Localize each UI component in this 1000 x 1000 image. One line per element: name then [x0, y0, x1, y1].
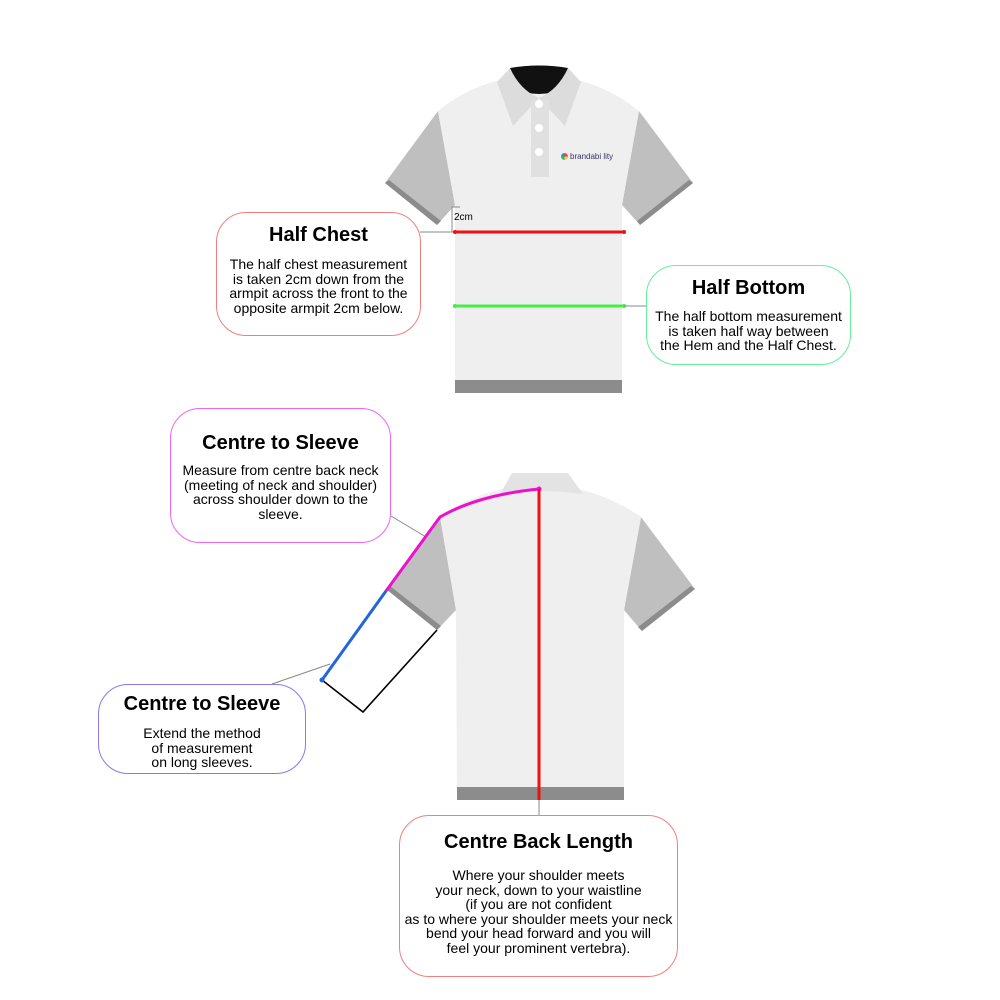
long-sleeve-title: Centre to Sleeve [123, 693, 281, 715]
long-sleeve-callout [98, 684, 306, 774]
half-bottom-title: Half Bottom [691, 277, 806, 299]
centre-to-sleeve-text: Measure from centre back neck (meeting of neck and shoulder) across shoulder down to the sleeve. [182, 462, 379, 522]
centre-to-sleeve-callout [170, 408, 391, 543]
half-chest-text: The half chest measurement is taken 2cm down from the armpit across the front to the opposite armpit 2cm below. [229, 256, 408, 316]
two-cm-label: 2cm [454, 212, 473, 223]
long-sleeve-end [320, 678, 325, 683]
half-chest-end-right [622, 230, 626, 234]
logo-mark-icon [561, 153, 568, 160]
half-chest-title: Half Chest [269, 224, 368, 246]
front-hem [455, 380, 622, 393]
button-3 [535, 148, 543, 156]
half-chest-end-left [453, 230, 457, 234]
centre-to-sleeve-leader [391, 516, 426, 537]
back-collar [500, 473, 583, 494]
half-bottom-text: The half bottom measurement is taken half way between the Hem and the Half Chest. [655, 308, 842, 354]
half-chest-callout [216, 212, 421, 336]
centre-back-length-callout [399, 815, 678, 977]
button-1 [535, 100, 543, 108]
half-bottom-callout [646, 265, 851, 365]
half-bottom-end-left [453, 304, 457, 308]
brand-logo [561, 152, 613, 161]
centre-to-sleeve-title: Centre to Sleeve [202, 432, 359, 454]
centre-back-length-text: Where your shoulder meets your neck, down to your waistline (if you are not confident as to where your shoulder meets your neck bend your head forward and you will feel your prominent vertebra). [404, 867, 673, 956]
logo-text: brandabi lity [570, 152, 614, 161]
long-sleeve-text: Extend the method of measurement on long sleeves. [143, 725, 261, 771]
long-sleeve-line [322, 591, 386, 680]
front-placket [531, 100, 549, 177]
centre-back-length-title: Centre Back Length [444, 831, 633, 853]
button-2 [535, 124, 543, 132]
